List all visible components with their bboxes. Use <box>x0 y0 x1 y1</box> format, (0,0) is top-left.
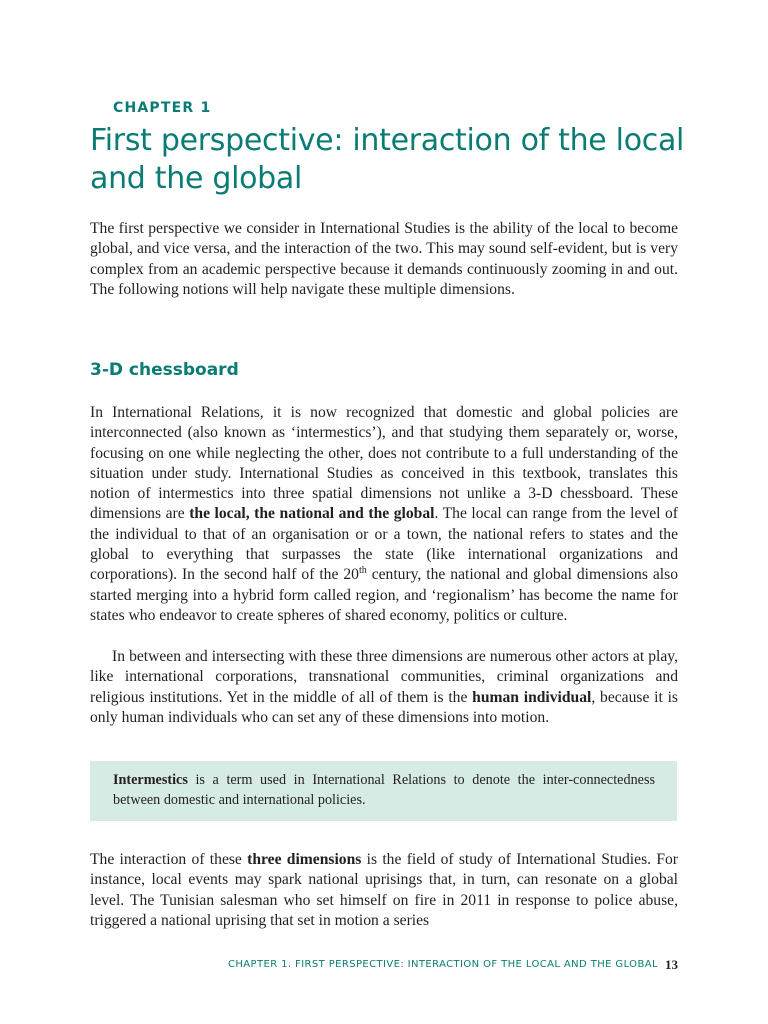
callout-text: Intermestics is a term used in International Relations to denote the inter-connectedness between domestic and international policies. <box>113 772 655 808</box>
body-paragraph: In International Relations, it is now recognized that domestic and global policies are interconnected (also known as ‘intermestics’), and that studying them separately or, worse, focusing on one while neglecting the other, does not contribute to a full understanding of the situation under study. International Studies as conceived in this textbook, translates this notion of intermestics into three spatial dimensions not unlike a 3-D chessboard. These dimensions are the local, the national and the global. The local can range from the level of the individual to that of an organisation or or a town, the national refers to states and the global to everything that surpasses the state (like international organizations and corporations). In the second half of the 20th century, the national and global dimensions also started merging into a hybrid form called region, and ‘regionalism’ has become the name for states who endeavor to create spheres of shared economy, politics or culture. <box>90 404 679 624</box>
page-number: 13 <box>665 957 678 972</box>
bold-term: human individual <box>472 688 592 706</box>
bold-term: three dimensions <box>247 851 362 868</box>
bold-term: the local, the national and the global <box>189 505 435 523</box>
body-paragraph: The interaction of these three dimensions is the field of study of International Studies. For instance, local events may spark national uprisings that, in turn, can resonate on a global level. The Tunisian salesman who set himself on fire in 2011 in response to police abuse, triggered a national uprising that set in motion a series <box>90 851 678 929</box>
chapter-title: First perspective: interaction of the local and the global <box>90 123 685 196</box>
superscript: th <box>358 565 367 577</box>
body-paragraph: In between and intersecting with these three dimensions are numerous other actors at play, like international corporations, transnational communities, criminal organizations and religious institutions. Yet in the middle of all of them is the human individual, because it is only human individuals who can set any of these dimensions into motion. <box>90 648 678 726</box>
definition-callout <box>90 761 677 821</box>
callout-term: Intermestics <box>113 772 188 788</box>
footer-chapter-title: CHAPTER 1. FIRST PERSPECTIVE: INTERACTION OF THE LOCAL AND THE GLOBAL <box>228 959 658 970</box>
intro-paragraph: The first perspective we consider in International Studies is the ability of the local to become global, and vice versa, and the interaction of the two. This may sound self-evident, but is very complex from an academic perspective because it demands continuously zooming in and out. The following notions will help navigate these multiple dimensions. <box>90 220 678 298</box>
section-heading: 3-D chessboard <box>90 360 239 380</box>
chapter-label: CHAPTER 1 <box>113 100 212 116</box>
